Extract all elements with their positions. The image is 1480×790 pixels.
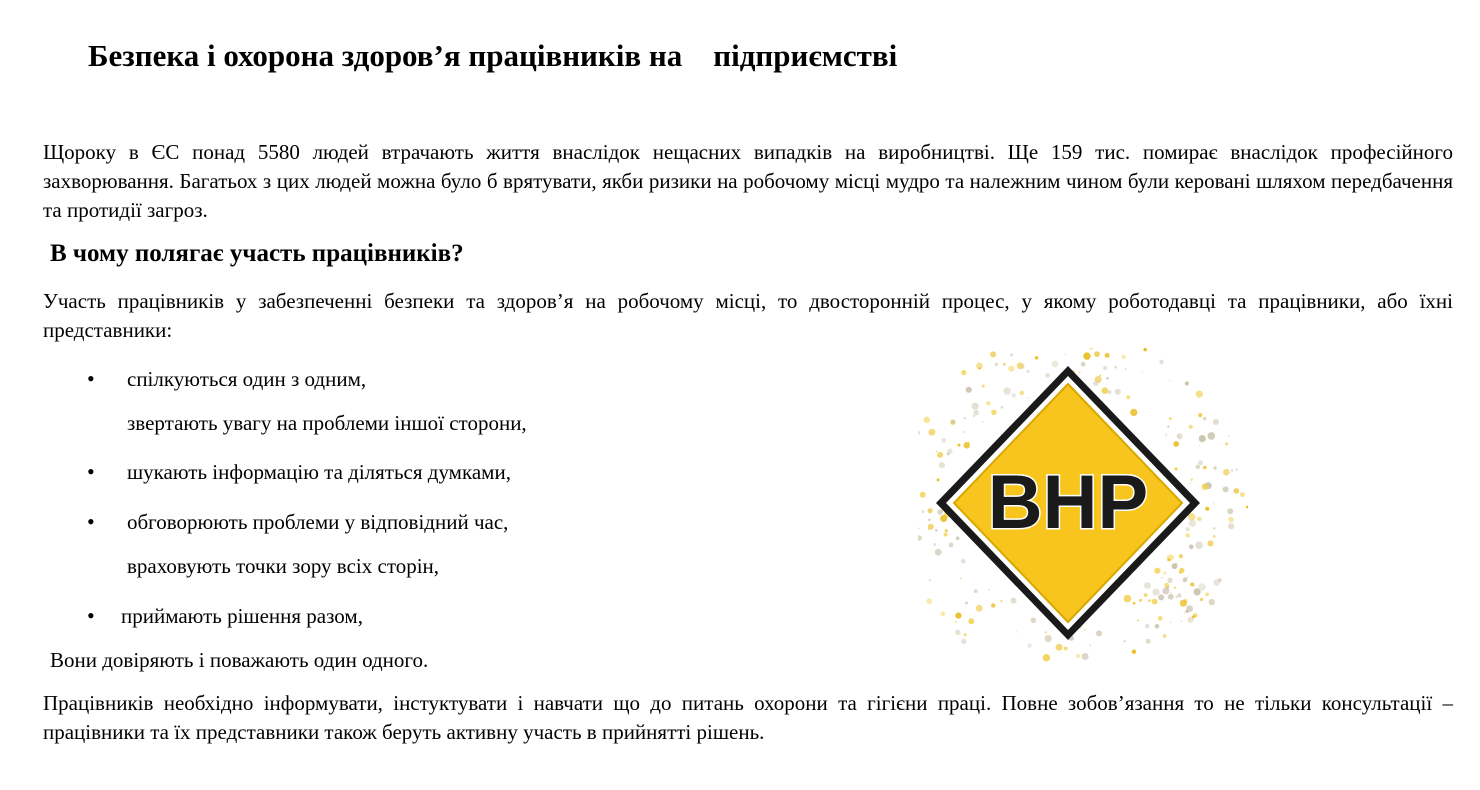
- sign-label: BHP: [987, 460, 1149, 545]
- splatter-dot: [1213, 535, 1216, 538]
- splatter-dot: [951, 420, 955, 424]
- splatter-dot: [1167, 426, 1169, 428]
- splatter-dot: [1162, 588, 1169, 595]
- splatter-dot: [1180, 600, 1187, 607]
- splatter-dot: [1089, 348, 1093, 350]
- splatter-dot: [1143, 348, 1147, 351]
- splatter-dot: [1240, 492, 1245, 497]
- splatter-dot: [1172, 564, 1173, 565]
- splatter-dot: [986, 401, 990, 405]
- splatter-dot: [945, 529, 948, 532]
- bullet-dot-icon: •: [87, 366, 95, 391]
- splatter-dot: [1122, 355, 1126, 359]
- splatter-dot: [1155, 624, 1160, 629]
- splatter-dot: [979, 367, 981, 369]
- splatter-dot: [1164, 583, 1169, 588]
- splatter-dot: [1089, 644, 1091, 646]
- splatter-dot: [1158, 594, 1164, 600]
- splatter-dot: [1139, 599, 1142, 602]
- splatter-dot: [1179, 554, 1183, 558]
- splatter-dot: [1096, 630, 1102, 636]
- splatter-dot: [1207, 540, 1213, 546]
- splatter-dot: [1035, 356, 1039, 360]
- closing-paragraph: Працівників необхідно інформувати, інстуктувати і навчати що до питань охорони та гігієни праці. Повне зобов’язання то не тільки консультації – працівники та їх представники також беруть активну участь в прийнятті рішень.: [43, 691, 1453, 744]
- splatter-dot: [1169, 380, 1170, 381]
- splatter-dot: [1189, 425, 1193, 429]
- bullet-dot-icon: •: [87, 509, 95, 534]
- splatter-dot: [1132, 650, 1136, 654]
- splatter-dot: [973, 415, 975, 417]
- splatter-dot: [1084, 629, 1086, 631]
- splatter-dot: [1213, 466, 1216, 469]
- splatter-dot: [1137, 620, 1139, 622]
- splatter-dot: [1194, 588, 1201, 595]
- splatter-dot: [1173, 556, 1175, 558]
- splatter-dot: [1093, 381, 1098, 386]
- splatter-dot: [1011, 598, 1017, 604]
- splatter-dot: [1174, 587, 1176, 589]
- splatter-dot: [988, 589, 989, 590]
- splatter-dot: [936, 451, 938, 453]
- splatter-dot: [1213, 527, 1216, 530]
- intro-paragraph: Щороку в ЄС понад 5580 людей втрачають життя внаслідок нещасних випадків на виробництві. Ще 159 тис. помирає внаслідок професійного захворювання. Багатьох з цих людей можна було б врятувати, якби ризики на робочому місці мудро та належним чином були керовані шляхом передбачення та протидії загроз.: [43, 140, 1453, 222]
- splatter-dot: [1043, 654, 1050, 661]
- splatter-dot: [1169, 417, 1172, 420]
- splatter-dot: [1031, 618, 1037, 624]
- splatter-dot: [918, 535, 922, 541]
- splatter-dot: [964, 633, 967, 636]
- splatter-dot: [1161, 577, 1163, 579]
- splatter-dot: [1045, 635, 1052, 642]
- splatter-dot: [1105, 353, 1110, 358]
- bullet-dot-icon: •: [87, 459, 95, 484]
- splatter-dot: [1103, 366, 1107, 370]
- splatter-dot: [1198, 413, 1202, 417]
- splatter-dot: [958, 444, 961, 447]
- trust-line: Вони довіряють і поважають один одного.: [50, 648, 429, 672]
- splatter-dot: [1198, 460, 1203, 465]
- splatter-dot: [1027, 643, 1031, 647]
- splatter-dot: [1199, 435, 1206, 442]
- splatter-dot: [1196, 391, 1203, 398]
- splatter-dot: [928, 429, 935, 436]
- splatter-dot: [1168, 594, 1174, 600]
- splatter-dot: [960, 578, 961, 579]
- splatter-dot: [926, 598, 932, 604]
- splatter-dot: [1102, 387, 1109, 394]
- splatter-dot: [1164, 572, 1167, 575]
- bullet-dot-icon: •: [87, 603, 95, 628]
- splatter-dot: [1177, 593, 1181, 597]
- splatter-dot: [1076, 654, 1080, 658]
- splatter-dot: [1011, 393, 1016, 398]
- splatter-dot: [1181, 621, 1182, 622]
- splatter-dot: [1189, 520, 1196, 527]
- splatter-dot: [1205, 507, 1209, 511]
- splatter-dot: [1228, 517, 1234, 523]
- splatter-dot: [1124, 640, 1126, 642]
- splatter-dot: [1188, 617, 1194, 623]
- splatter-dot: [1152, 599, 1158, 605]
- splatter-dot: [1079, 371, 1081, 373]
- bhp-warning-sign-image: [918, 348, 1248, 668]
- splatter-dot: [1199, 445, 1200, 446]
- splatter-dot: [1145, 624, 1150, 629]
- splatter-dot: [1234, 488, 1240, 494]
- splatter-dot: [1003, 387, 1011, 395]
- splatter-dot: [1203, 466, 1207, 470]
- splatter-dot: [1115, 389, 1121, 395]
- splatter-dot: [961, 639, 966, 644]
- list-item: шукають інформацію та діляться думками,: [127, 460, 511, 484]
- splatter-dot: [1173, 441, 1179, 447]
- splatter-dot: [1154, 568, 1160, 574]
- splatter-dot: [1179, 572, 1181, 574]
- splatter-dot: [1190, 582, 1194, 586]
- splatter-dot: [1144, 593, 1148, 597]
- splatter-dot: [928, 519, 930, 521]
- splatter-dot: [1026, 370, 1029, 373]
- list-item: спілкуються один з одним,: [127, 367, 367, 391]
- splatter-dot: [968, 618, 974, 624]
- splatter-dot: [965, 602, 968, 605]
- splatter-dot: [1125, 368, 1127, 370]
- splatter-dot: [1027, 397, 1029, 399]
- splatter-dot: [982, 385, 985, 388]
- splatter-dot: [1146, 639, 1151, 644]
- splatter-dot: [929, 579, 932, 582]
- splatter-dot: [1152, 589, 1159, 596]
- splatter-dot: [1188, 483, 1189, 484]
- splatter-dot: [1045, 373, 1049, 377]
- splatter-dot: [1083, 352, 1090, 359]
- splatter-dot: [1213, 503, 1214, 504]
- section-heading: В чому полягає участь працівників?: [50, 240, 464, 267]
- splatter-dot: [1159, 360, 1163, 364]
- splatter-dot: [1223, 486, 1229, 492]
- splatter-dot: [1016, 631, 1017, 632]
- splatter-dot: [1213, 579, 1220, 586]
- splatter-dot: [1020, 391, 1024, 395]
- splatter-dot: [1191, 479, 1193, 481]
- splatter-dot: [1209, 599, 1215, 605]
- splatter-dot: [1227, 508, 1233, 514]
- splatter-dot: [1000, 600, 1002, 602]
- splatter-dot: [1094, 351, 1100, 357]
- splatter-dot: [1186, 533, 1190, 537]
- splatter-dot: [982, 421, 984, 423]
- splatter-dot: [1158, 616, 1163, 621]
- splatter-dot: [1056, 644, 1063, 651]
- document-title: Безпека і охорона здоров’я працівників на підприємстві: [88, 38, 898, 73]
- splatter-dot: [937, 452, 943, 458]
- splatter-dot: [1170, 592, 1171, 593]
- splatter-dot: [1052, 361, 1059, 368]
- splatter-dot: [1205, 593, 1209, 597]
- splatter-dot: [995, 363, 998, 366]
- splatter-dot: [961, 370, 966, 375]
- splatter-dot: [1144, 582, 1151, 589]
- splatter-dot: [1001, 406, 1004, 409]
- splatter-dot: [941, 438, 946, 443]
- splatter-dot: [928, 508, 933, 513]
- splatter-dot: [976, 605, 983, 612]
- splatter-dot: [1008, 366, 1014, 372]
- splatter-dot: [1167, 578, 1172, 583]
- splatter-dot: [944, 533, 948, 537]
- splatter-dot: [1200, 598, 1203, 601]
- splatter-dot: [1010, 353, 1013, 356]
- list-item: обговорюють проблеми у відповідний час,: [127, 510, 509, 534]
- splatter-dot: [920, 492, 926, 498]
- splatter-dot: [1185, 381, 1189, 385]
- list-item: звертають увагу на проблеми іншої сторони,: [127, 411, 527, 435]
- splatter-dot: [1177, 433, 1183, 439]
- splatter-dot: [928, 524, 934, 530]
- splatter-dot: [1185, 610, 1188, 613]
- splatter-dot: [956, 537, 960, 541]
- splatter-dot: [1227, 435, 1229, 437]
- splatter-dot: [947, 452, 950, 455]
- splatter-dot: [1223, 469, 1230, 476]
- splatter-dot: [1081, 362, 1086, 367]
- splatter-dot: [1228, 523, 1234, 529]
- splatter-dot: [974, 589, 978, 593]
- splatter-dot: [1197, 517, 1202, 522]
- splatter-dot: [1124, 595, 1132, 603]
- splatter-dot: [1017, 362, 1024, 369]
- splatter-dot: [1065, 354, 1066, 355]
- splatter-dot: [1064, 647, 1068, 651]
- splatter-dot: [966, 387, 972, 393]
- splatter-dot: [972, 403, 979, 410]
- splatter-dot: [961, 559, 966, 564]
- splatter-dot: [937, 478, 940, 481]
- splatter-dot: [918, 431, 920, 434]
- splatter-dot: [1133, 602, 1136, 605]
- splatter-dot: [1163, 634, 1167, 638]
- splatter-dot: [1190, 482, 1192, 484]
- splatter-dot: [1184, 613, 1185, 614]
- splatter-dot: [1003, 363, 1006, 366]
- splatter-dot: [1208, 432, 1216, 440]
- splatter-dot: [1225, 442, 1228, 445]
- splatter-dot: [941, 612, 946, 617]
- splatter-dot: [1108, 390, 1112, 394]
- splatter-dot: [955, 621, 957, 623]
- splatter-dot: [935, 549, 942, 556]
- splatter-dot: [939, 462, 945, 468]
- splatter-dot: [935, 529, 938, 532]
- list-item: приймають рішення разом,: [121, 604, 363, 628]
- splatter-dot: [1126, 395, 1130, 399]
- splatter-dot: [1246, 506, 1248, 509]
- splatter-dot: [991, 603, 995, 607]
- splatter-dot: [974, 410, 979, 415]
- splatter-dot: [1170, 622, 1171, 623]
- splatter-dot: [1231, 469, 1233, 471]
- splatter-dot: [1100, 375, 1102, 377]
- splatter-dot: [1082, 653, 1089, 660]
- splatter-dot: [1185, 527, 1190, 532]
- splatter-dot: [924, 417, 931, 424]
- splatter-dot: [918, 528, 920, 530]
- splatter-dot: [1114, 366, 1117, 369]
- splatter-dot: [1196, 465, 1200, 469]
- splatter-dot: [1195, 541, 1203, 549]
- splatter-dot: [933, 543, 936, 546]
- splatter-dot: [1130, 409, 1137, 416]
- splatter-dot: [940, 515, 947, 522]
- splatter-dot: [1202, 483, 1209, 490]
- splatter-dot: [1045, 631, 1047, 633]
- splatter-dot: [1213, 419, 1219, 425]
- splatter-dot: [991, 410, 997, 416]
- splatter-dot: [955, 613, 961, 619]
- splatter-dot: [955, 630, 961, 636]
- splatter-dot: [1235, 468, 1238, 471]
- splatter-dot: [949, 543, 954, 548]
- splatter-dot: [922, 510, 925, 513]
- splatter-dot: [963, 431, 965, 433]
- splatter-dot: [1106, 377, 1109, 380]
- splatter-dot: [964, 417, 966, 419]
- participation-paragraph: Участь працівників у забезпеченні безпеки та здоров’я на робочому місці, то двосторонній процес, у якому роботодавці та працівники, або їхні представники:: [43, 289, 1453, 342]
- splatter-dot: [1174, 467, 1177, 470]
- splatter-dot: [964, 442, 970, 448]
- splatter-dot: [1189, 545, 1194, 550]
- splatter-dot: [990, 351, 996, 357]
- splatter-dot: [1203, 417, 1207, 421]
- list-item: враховують точки зору всіх сторін,: [127, 554, 440, 578]
- splatter-dot: [1141, 372, 1142, 373]
- splatter-dot: [1148, 599, 1151, 602]
- splatter-dot: [1165, 434, 1168, 437]
- splatter-dot: [1183, 577, 1188, 582]
- splatter-dot: [1167, 558, 1170, 561]
